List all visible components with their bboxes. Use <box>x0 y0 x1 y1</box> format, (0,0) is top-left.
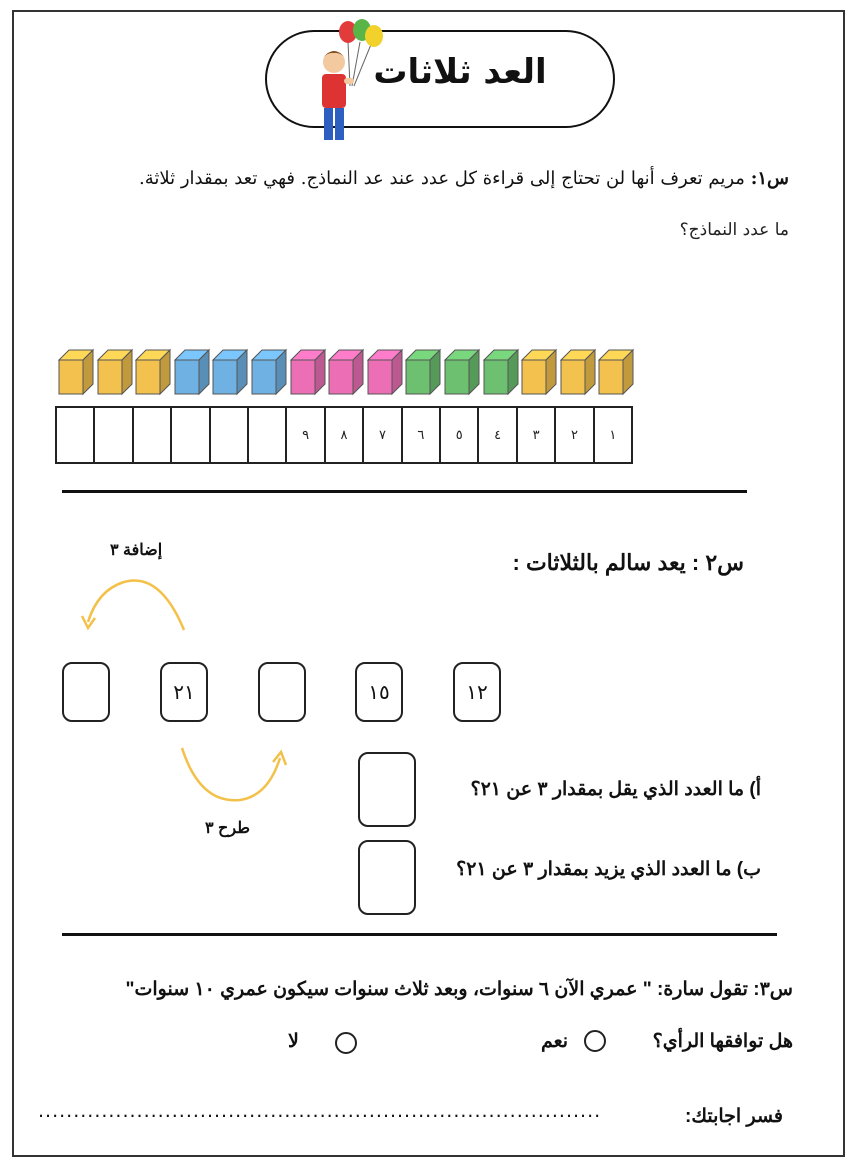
number-cell: ٩ <box>285 408 323 462</box>
cube-icon <box>250 348 288 396</box>
number-cell: ٦ <box>401 408 439 462</box>
answer-box-a[interactable] <box>358 752 416 827</box>
yes-radio[interactable] <box>584 1030 606 1052</box>
cube-icon <box>482 348 520 396</box>
cube-icon <box>57 348 95 396</box>
number-cell[interactable] <box>93 408 131 462</box>
number-cell: ١ <box>593 408 631 462</box>
cube-models <box>57 348 637 396</box>
divider-1 <box>62 490 747 493</box>
number-cell: ٢ <box>554 408 592 462</box>
cube-icon <box>134 348 172 396</box>
cube-icon <box>366 348 404 396</box>
number-cell: ٧ <box>362 408 400 462</box>
number-cell: ٣ <box>516 408 554 462</box>
cube-icon <box>520 348 558 396</box>
cube-icon <box>289 348 327 396</box>
number-strip <box>55 406 633 464</box>
q2-part-a: أ) ما العدد الذي يقل بمقدار ٣ عن ٢١؟ <box>470 779 761 800</box>
cube-icon <box>404 348 442 396</box>
divider-2 <box>62 933 777 936</box>
q3-statement: س٣: تقول سارة: " عمري الآن ٦ سنوات، وبعد ثلاث سنوات سيكون عمري ١٠ سنوات" <box>125 979 793 1000</box>
page-title: العد ثلاثات <box>373 52 547 92</box>
yes-label: نعم <box>541 1031 569 1052</box>
number-cell[interactable] <box>209 408 247 462</box>
q1-statement <box>139 168 789 189</box>
cube-icon <box>96 348 134 396</box>
number-cell: ٥ <box>439 408 477 462</box>
sequence-box-1: ١٢ <box>453 662 501 722</box>
number-cell[interactable] <box>247 408 285 462</box>
no-radio[interactable] <box>335 1032 357 1054</box>
q2-part-b: ب) ما العدد الذي يزيد بمقدار ٣ عن ٢١؟ <box>456 859 761 880</box>
cube-icon <box>173 348 211 396</box>
q1-question: ما عدد النماذج؟ <box>679 220 789 240</box>
answer-line[interactable]: ................................................................................ <box>38 1100 602 1122</box>
q1-label: س١: <box>750 168 789 189</box>
cube-icon <box>443 348 481 396</box>
q3-agree-question: هل توافقها الرأي؟ <box>652 1031 793 1052</box>
q2-title: س٢ : يعد سالم بالثلاثات : <box>512 550 744 575</box>
sequence-box-5[interactable] <box>62 662 110 722</box>
explain-label: فسر اجابتك: <box>685 1106 783 1127</box>
number-cell[interactable] <box>132 408 170 462</box>
curved-arrow-icon <box>176 744 288 808</box>
number-cell: ٨ <box>324 408 362 462</box>
cube-icon <box>327 348 365 396</box>
no-label: لا <box>288 1031 299 1052</box>
sequence-box-2: ١٥ <box>355 662 403 722</box>
cube-icon <box>559 348 597 396</box>
number-cell[interactable] <box>57 408 93 462</box>
subtract-three-label: طرح ٣ <box>205 820 250 837</box>
curved-arrow-icon <box>80 572 190 634</box>
sequence-box-3[interactable] <box>258 662 306 722</box>
add-three-label: إضافة ٣ <box>110 542 163 559</box>
cube-icon <box>211 348 249 396</box>
q1-text: مريم تعرف أنها لن تحتاج إلى قراءة كل عدد عند عد النماذج. فهي تعد بمقدار ثلاثة. <box>139 168 745 189</box>
answer-box-b[interactable] <box>358 840 416 915</box>
sequence-box-4: ٢١ <box>160 662 208 722</box>
number-cell: ٤ <box>477 408 515 462</box>
cube-icon <box>597 348 635 396</box>
number-cell[interactable] <box>170 408 208 462</box>
